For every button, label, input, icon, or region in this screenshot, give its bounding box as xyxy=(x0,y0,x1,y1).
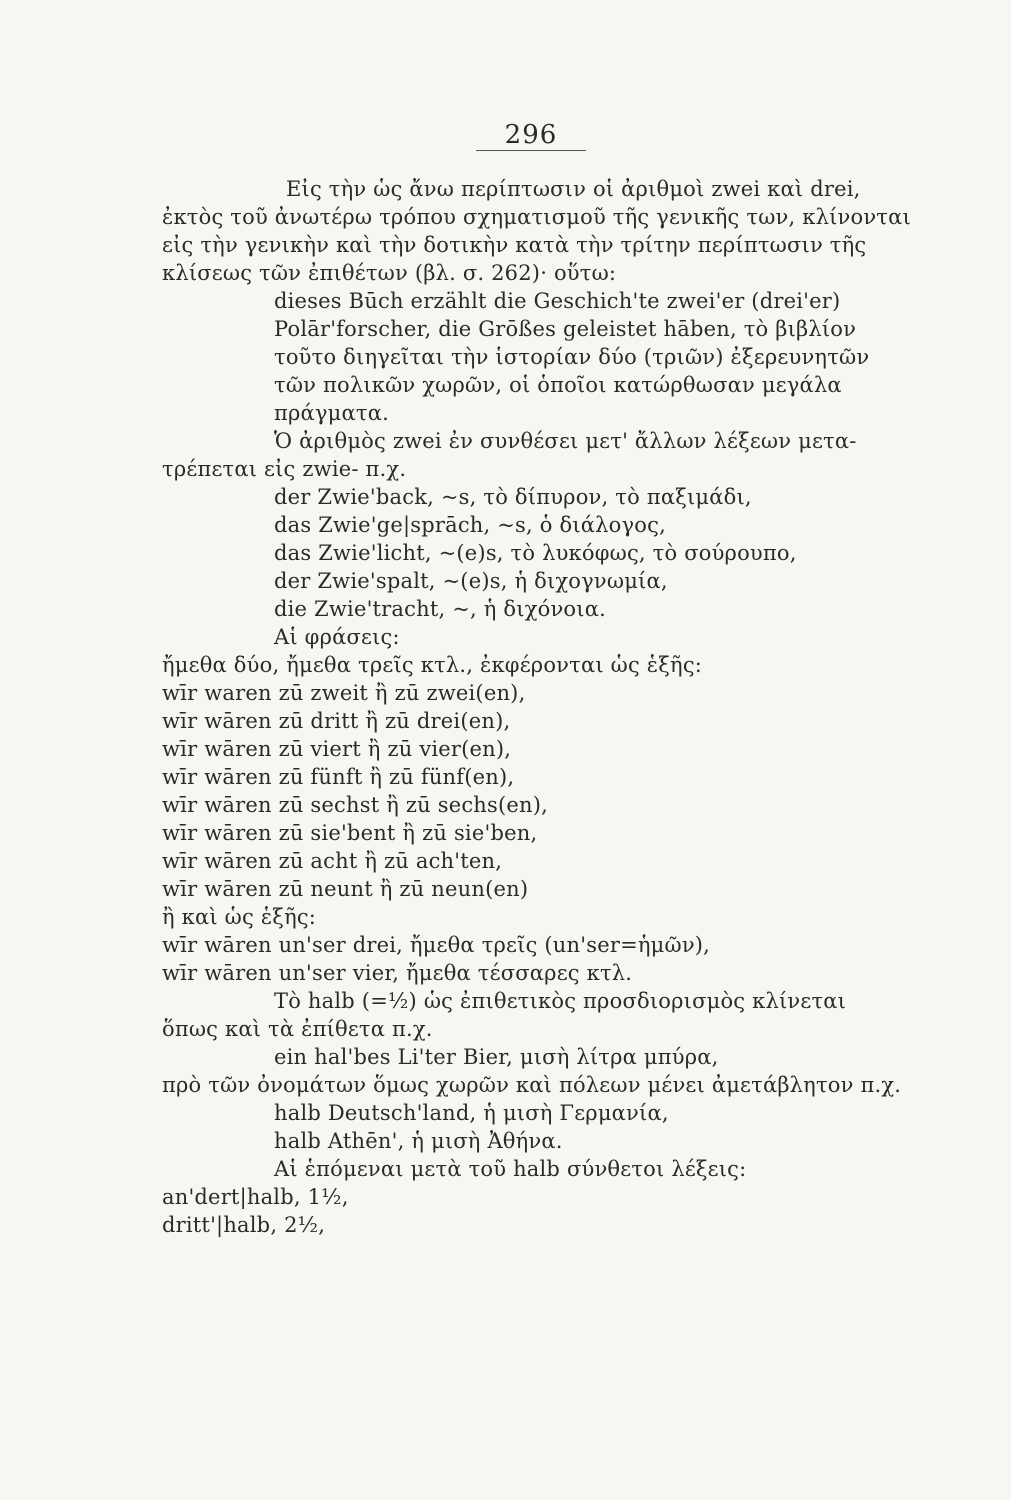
text-line: die Zwie'tracht, ~, ἡ διχόνοια. xyxy=(274,597,606,621)
text-line: wīr wāren un'ser drei, ἤμεθα τρεῖς (un'ser=ἡμῶν), xyxy=(162,933,711,957)
text-line: εἰς τὴν γενικὴν καὶ τὴν δοτικὴν κατὰ τὴν τρίτην περίπτωσιν τῆς xyxy=(162,233,867,257)
text-line: Εἰς τὴν ὡς ἄνω περίπτωσιν οἱ ἀριθμοὶ zwei καὶ drei, xyxy=(286,177,861,201)
text-line: wīr wāren zū neunt ἢ zū neun(en) xyxy=(162,877,529,901)
text-line: halb Athēn', ἡ μισὴ Ἀθήνα. xyxy=(274,1129,563,1153)
text-line: Αἱ ἑπόμεναι μετὰ τοῦ halb σύνθετοι λέξεις: xyxy=(274,1157,747,1181)
text-line: τοῦτο διηγεῖται τὴν ἱστορίαν δύο (τριῶν) ἐξερευνητῶν xyxy=(274,345,870,369)
text-line: Polār'forscher, die Grōßes geleistet hāben, τὸ βιβλίον xyxy=(274,317,857,341)
page-number: 296 xyxy=(504,120,558,150)
text-line: halb Deutsch'land, ἡ μισὴ Γερμανία, xyxy=(274,1101,669,1125)
text-line: πράγματα. xyxy=(274,401,389,425)
text-line: ein hal'bes Li'ter Bier, μισὴ λίτρα μπύρα, xyxy=(274,1045,719,1069)
page-number-rule xyxy=(476,150,586,151)
text-line: an'dert|halb, 1½, xyxy=(162,1185,349,1209)
text-line: Αἱ φράσεις: xyxy=(274,625,400,649)
text-line: wīr wāren zū fünft ἢ zū fünf(en), xyxy=(162,765,515,789)
text-line: das Zwie'licht, ~(e)s, τὸ λυκόφως, τὸ σούρουπο, xyxy=(274,541,797,565)
text-line: Τὸ halb (=½) ὡς ἐπιθετικὸς προσδιορισμὸς κλίνεται xyxy=(274,989,847,1013)
text-line: κλίσεως τῶν ἐπιθέτων (βλ. σ. 262)· οὕτω: xyxy=(162,261,617,285)
text-line: der Zwie'spalt, ~(e)s, ἡ διχογνωμία, xyxy=(274,569,668,593)
text-line: dieses Būch erzählt die Geschich'te zwei'er (drei'er) xyxy=(274,289,841,313)
text-line: ἐκτὸς τοῦ ἀνωτέρω τρόπου σχηματισμοῦ τῆς γενικῆς των, κλίνονται xyxy=(162,205,911,229)
text-line: τρέπεται εἰς zwie- π.χ. xyxy=(162,457,407,481)
text-line: wīr wāren zū sechst ἢ zū sechs(en), xyxy=(162,793,549,817)
text-line: τῶν πολικῶν χωρῶν, οἱ ὁποῖοι κατώρθωσαν μεγάλα xyxy=(274,373,842,397)
text-line: πρὸ τῶν ὀνομάτων ὅμως χωρῶν καὶ πόλεων μένει ἀμετάβλητον π.χ. xyxy=(162,1073,902,1097)
text-line: dritt'|halb, 2½, xyxy=(162,1213,326,1237)
text-line: ἤμεθα δύο, ἤμεθα τρεῖς κτλ., ἐκφέρονται ὡς ἑξῆς: xyxy=(162,653,703,677)
text-line: Ὁ ἀριθμὸς zwei ἐν συνθέσει μετ' ἄλλων λέξεων μετα- xyxy=(274,429,857,453)
text-line: wīr wāren zū sie'bent ἢ zū sie'ben, xyxy=(162,821,538,845)
text-line: ἢ καὶ ὡς ἑξῆς: xyxy=(162,905,317,929)
text-line: wīr wāren zū dritt ἢ zū drei(en), xyxy=(162,709,511,733)
text-line: wīr wāren zū acht ἢ zū ach'ten, xyxy=(162,849,503,873)
text-line: wīr waren zū zweit ἢ zū zwei(en), xyxy=(162,681,526,705)
text-line: wīr wāren un'ser vier, ἤμεθα τέσσαρες κτλ. xyxy=(162,961,633,985)
text-line: der Zwie'back, ~s, τὸ δίπυρον, τὸ παξιμάδι, xyxy=(274,485,752,509)
text-line: wīr wāren zū viert ἢ zū vier(en), xyxy=(162,737,512,761)
text-line: das Zwie'ge|sprāch, ~s, ὁ διάλογος, xyxy=(274,513,666,537)
text-line: ὅπως καὶ τὰ ἐπίθετα π.χ. xyxy=(162,1017,433,1041)
